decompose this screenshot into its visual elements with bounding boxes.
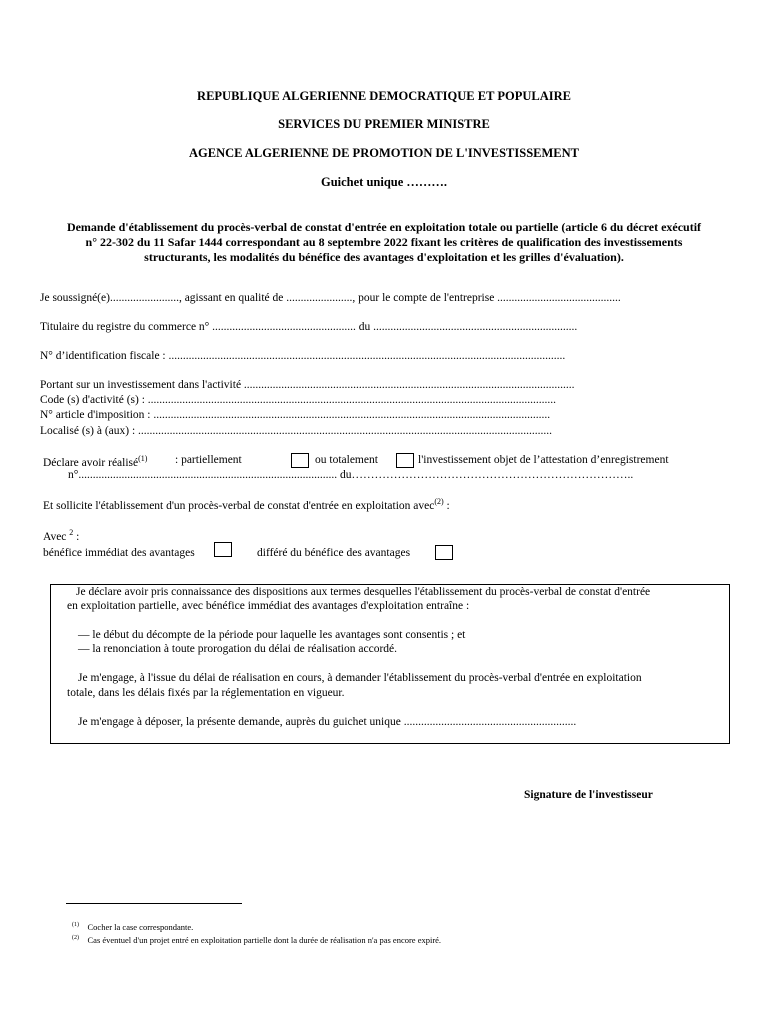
total-checkbox[interactable] <box>396 453 414 468</box>
footnote-separator <box>66 903 242 904</box>
footnote-1: $^{(1)}$ Cocher la case correspondante. <box>72 922 194 932</box>
declare-total-label: ou totalement <box>315 454 378 466</box>
request-title: Demande d'établissement du procès-verbal de constat d'entrée en exploitation totale ou partielle (article 6 du décret exécutif n° 22-302 du 11 Safar 1444 correspondant au 8 septembre 2022 fixant les critères de qualification des investissements structurants, les modalités du bénéfice des avantages d'exploitation et les grilles d'évaluation). <box>66 220 702 264</box>
option-immediat-label: bénéfice immédiat des avantages <box>43 547 195 559</box>
box-paragraph2-line2: totale, dans les délais fixés par la réglementation en vigueur. <box>67 687 345 699</box>
solicit-text: Et sollicite l'établissement d'un procès-verbal de constat d'entrée en exploitation avec$^{(2)}$ : <box>43 497 450 512</box>
header-services: SERVICES DU PREMIER MINISTRE <box>278 117 490 131</box>
field-localise: Localisé (s) à (aux) : ................................................................................................................................................ <box>40 425 553 437</box>
field-registre: Titulaire du registre du commerce n° .................................................. du ....................................................................... <box>40 321 578 333</box>
field-nif: N° d’identification fiscale : .......................................................................................................................................... <box>40 350 566 362</box>
field-code-activite: Code (s) d'activité (s) : .............................................................................................................................................. <box>40 394 557 406</box>
header-guichet: Guichet unique ………. <box>320 175 448 189</box>
box-bullet1: — le début du décompte de la période pour laquelle les avantages sont consentis ; et <box>78 629 466 641</box>
box-paragraph3: Je m'engage à déposer, la présente demande, auprès du guichet unique ............................................................ <box>78 716 577 728</box>
option-differe-label: différé du bénéfice des avantages <box>257 547 411 559</box>
box-bullet2: — la renonciation à toute prorogation du délai de réalisation accordé. <box>78 643 398 655</box>
footnote-2: $^{(2)}$ Cas éventuel d'un projet entré en exploitation partielle dont la durée de réalisation n'a pas encore expiré. <box>72 935 442 945</box>
partial-checkbox[interactable] <box>291 453 309 468</box>
declare-partial-label: : partiellement <box>175 454 242 466</box>
header-agency: AGENCE ALGERIENNE DE PROMOTION DE L'INVESTISSEMENT <box>188 146 579 160</box>
box-paragraph1-line2: en exploitation partielle, avec bénéfice immédiat des avantages d'exploitation entraîne : <box>67 600 470 612</box>
immediat-checkbox[interactable] <box>214 542 232 557</box>
differe-checkbox[interactable] <box>435 545 453 560</box>
box-paragraph2-line1: Je m'engage, à l'issue du délai de réalisation en cours, à demander l'établissement du procès-verbal d'entrée en exploitation <box>78 672 642 684</box>
declare-rest: l'investissement objet de l’attestation d’enregistrement <box>418 454 669 466</box>
field-activite: Portant sur un investissement dans l'activité ................................................................................................................... <box>40 379 575 391</box>
avec-label: Avec $^2$ : <box>43 528 80 543</box>
header-republic: REPUBLIQUE ALGERIENNE DEMOCRATIQUE ET POPULAIRE <box>197 89 571 103</box>
declare-number-line: n°.......................................................................................... du……………………………………………………………….. <box>68 469 634 481</box>
signature-label: Signature de l'investisseur <box>524 789 653 801</box>
declare-prefix: Déclare avoir réalisé$^{(1)}$ <box>43 454 148 469</box>
field-article-imposition: N° article d'imposition : .......................................................................................................................................... <box>40 409 551 421</box>
field-soussigne: Je soussigné(e)........................, agissant en qualité de ......................., pour le compte de l'entreprise ........................................... <box>40 292 621 304</box>
box-paragraph1-line1: Je déclare avoir pris connaissance des dispositions aux termes desquelles l'établissement du procès-verbal de constat d'entrée <box>76 586 651 598</box>
